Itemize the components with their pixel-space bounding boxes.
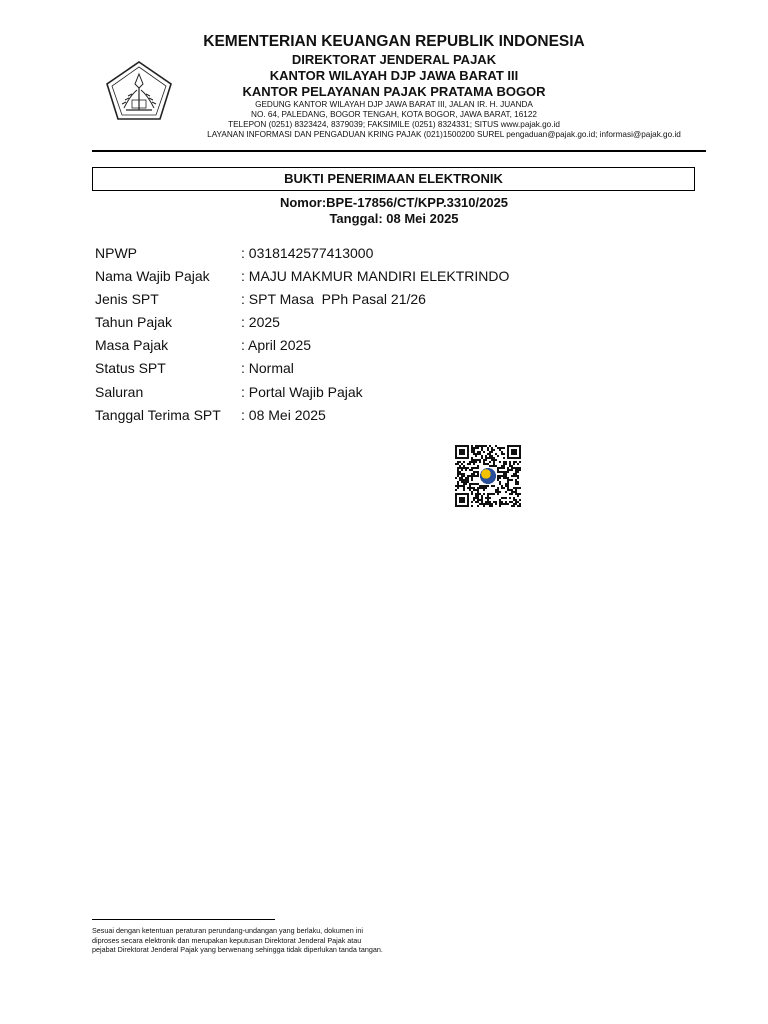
field-label: NPWP <box>95 245 137 261</box>
footnote-line-3: pejabat Direktorat Jenderal Pajak yang berwenang sehingga tidak diperlukan tanda tangan. <box>92 945 383 954</box>
field-row-npwp <box>95 245 595 268</box>
field-row-jenis-spt <box>95 291 595 314</box>
field-value: : April 2025 <box>241 337 312 354</box>
footnote-line-1: Sesuai dengan ketentuan peraturan perundang-undangan yang berlaku, dokumen ini <box>92 926 363 935</box>
field-row-nama-wajib-pajak <box>95 268 595 291</box>
qr-code-icon <box>455 445 521 507</box>
address-line-2: NO. 64, PALEDANG, BOGOR TENGAH, KOTA BOGOR, JAWA BARAT, 16122 <box>251 110 537 119</box>
ministry-emblem-icon <box>104 60 174 122</box>
footnote-line-2: diproses secara elektronik dan merupakan keputusan Direktorat Jenderal Pajak atau <box>92 935 362 945</box>
field-row-tahun-pajak <box>95 314 595 337</box>
field-label: Status SPT <box>95 360 166 377</box>
field-row-status-spt <box>95 360 595 383</box>
field-value: : Portal Wajib Pajak <box>241 383 363 400</box>
field-label: Nama Wajib Pajak <box>95 268 210 285</box>
field-value: : 08 Mei 2025 <box>241 406 326 423</box>
address-line-1: GEDUNG KANTOR WILAYAH DJP JAWA BARAT III, JALAN IR. H. JUANDA <box>255 100 533 109</box>
regional-office-name: KANTOR WILAYAH DJP JAWA BARAT III <box>269 68 519 83</box>
field-label: Masa Pajak <box>95 337 169 354</box>
contact-line: TELEPON (0251) 8323424, 8379039; FAKSIMILE (0251) 8324331; SITUS www.pajak.go.id <box>228 120 560 129</box>
field-row-masa-pajak <box>95 337 595 360</box>
ministry-name: KEMENTERIAN KEUANGAN REPUBLIK INDONESIA <box>203 33 585 50</box>
field-label: Saluran <box>95 383 144 400</box>
field-label: Jenis SPT <box>95 291 159 308</box>
field-value: : SPT Masa PPh Pasal 21/26 <box>241 291 426 308</box>
document-date: Tanggal: 08 Mei 2025 <box>329 211 459 226</box>
document-number: Nomor:BPE-17856/CT/KPP.3310/2025 <box>279 195 509 210</box>
detail-table <box>95 245 595 430</box>
header-divider <box>92 150 706 152</box>
field-value: : MAJU MAKMUR MANDIRI ELEKTRINDO <box>241 268 510 285</box>
field-row-saluran <box>95 384 595 407</box>
field-value: : 0318142577413000 <box>241 245 374 261</box>
field-value: : Normal <box>241 360 294 377</box>
field-row-tanggal-terima-spt <box>95 407 595 430</box>
document-title: BUKTI PENERIMAAN ELEKTRONIK <box>92 167 695 191</box>
footnote <box>92 926 492 955</box>
directorate-name: DIREKTORAT JENDERAL PAJAK <box>291 52 497 67</box>
field-value: : 2025 <box>241 314 280 331</box>
field-label: Tanggal Terima SPT <box>95 406 221 423</box>
footnote-divider <box>92 919 275 920</box>
service-line: LAYANAN INFORMASI DAN PENGADUAN KRING PAJAK (021)1500200 SUREL pengaduan@pajak.go.id; informasi@pajak.go.id <box>207 130 681 139</box>
field-label: Tahun Pajak <box>95 314 173 331</box>
service-office-name: KANTOR PELAYANAN PAJAK PRATAMA BOGOR <box>242 84 546 99</box>
